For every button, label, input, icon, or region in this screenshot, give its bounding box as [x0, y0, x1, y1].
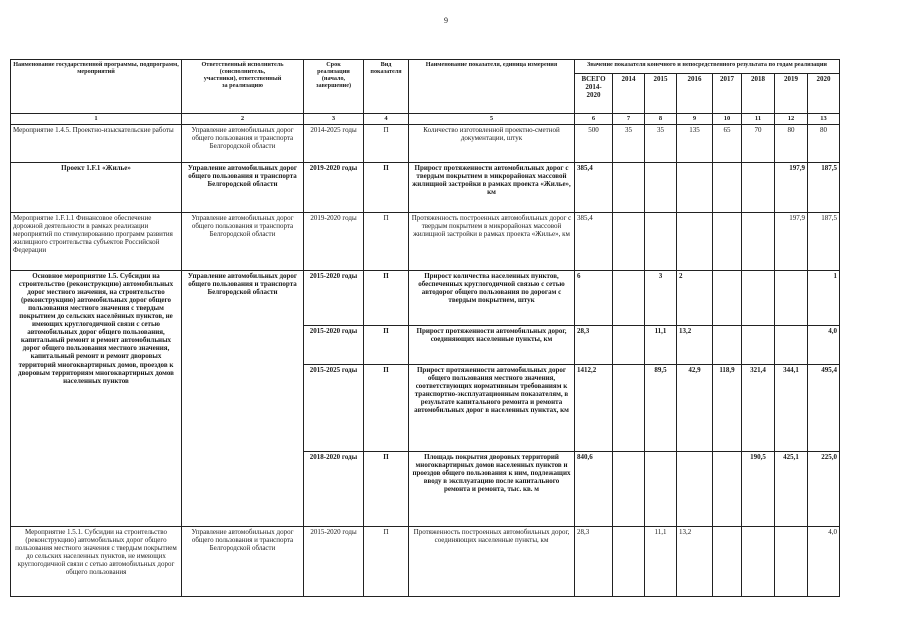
header-year: 2020	[808, 74, 840, 114]
row-total: 6	[575, 271, 613, 326]
row-value	[613, 452, 645, 527]
row-term: 2015-2020 годы	[304, 527, 364, 597]
header-year: 2016	[677, 74, 713, 114]
row-value: 2	[677, 271, 713, 326]
row-indicator: Прирост протяженности автомобильных дорог общего пользования местного значения, соответствующих нормативным требованиям к транспортно-эксплуатационным показателям, в результате капитального ремонта и ремонта автомобильных дорог в населенных пунктах, км	[409, 365, 575, 452]
row-value: 197,9	[775, 163, 808, 213]
row-value	[677, 163, 713, 213]
row-value: 225,0	[808, 452, 840, 527]
row-name: Основное мероприятие 1.5. Субсидии на строительство (реконструкцию) автомобильных дорог местного значения, на строительство (реконструкцию) автомобильных дорог общего пользования местного значения с твердым покрытием до сельских населённых пунктов, не имеющих круглогодичной связи с сетью автомобильных дорог общего пользования, капитальный ремонт и ремонт автомобильных дорог общего пользования местного значения, капитальный ремонт и ремонт дворовых территорий многоквартирных домов, проездов к дворовым территориям многоквартирных домов населенных пунктов	[11, 271, 182, 527]
row-total: 385,4	[575, 213, 613, 271]
column-index: 7	[613, 114, 645, 125]
row-indicator: Прирост протяженности автомобильных дорог с твердым покрытием в микрорайонах массовой жилищной застройки в рамках проекта «Жилье», км	[409, 163, 575, 213]
column-index: 2	[182, 114, 304, 125]
row-indicator: Площадь покрытия дворовых территорий многоквартирных домов населенных пунктов и проездов общего пользования к ним, подлежащих вводу в эксплуатацию после капитального ремонта и ремонта, тыс. кв. м	[409, 452, 575, 527]
header-year: 2019	[775, 74, 808, 114]
row-value	[713, 452, 742, 527]
header-values-group: Значение показателя конечного и непосредственного результата по годам реализации	[575, 60, 840, 74]
row-total: 500	[575, 125, 613, 163]
row-indicator: Протяженность построенных автомобильных дорог, соединяющих населенные пункты, км	[409, 527, 575, 597]
column-index: 8	[645, 114, 677, 125]
row-value: 65	[713, 125, 742, 163]
row-value	[713, 527, 742, 597]
row-executor: Управление автомобильных дорог общего пользования и транспорта Белгородской области	[182, 213, 304, 271]
row-value: 70	[742, 125, 775, 163]
row-value: 89,5	[645, 365, 677, 452]
row-value: 344,1	[775, 365, 808, 452]
row-value: 4,0	[808, 326, 840, 365]
column-index: 6	[575, 114, 613, 125]
row-value: 3	[645, 271, 677, 326]
row-value: 13,2	[677, 326, 713, 365]
column-index: 4	[364, 114, 409, 125]
row-term: 2019-2020 годы	[304, 163, 364, 213]
row-value: 11,1	[645, 527, 677, 597]
row-value	[613, 163, 645, 213]
row-value: 425,1	[775, 452, 808, 527]
column-index: 9	[677, 114, 713, 125]
header-year: 2017	[713, 74, 742, 114]
row-value: 11,1	[645, 326, 677, 365]
row-value	[613, 365, 645, 452]
row-value: 187,5	[808, 163, 840, 213]
header-indicator: Наименование показателя, единица измерения	[409, 60, 575, 114]
row-type: П	[364, 452, 409, 527]
row-name: Мероприятие 1.5.1. Субсидии на строительство (реконструкцию) автомобильных дорог общего пользования местного значения с твердым покрытием до сельских населенных пунктов, не имеющих круглогодичной связи с сетью автомобильных дорог общего пользования	[11, 527, 182, 597]
row-term: 2018-2020 годы	[304, 452, 364, 527]
row-term: 2014-2025 годы	[304, 125, 364, 163]
row-value	[645, 163, 677, 213]
column-index: 12	[775, 114, 808, 125]
row-value	[775, 527, 808, 597]
row-name: Мероприятие 1.F.1.1 Финансовое обеспечение дорожной деятельности в рамках реализации мероприятий по стимулированию программ развития жилищного строительства субъектов Российской Федерации	[11, 213, 182, 271]
row-type: П	[364, 326, 409, 365]
row-value	[645, 213, 677, 271]
row-type: П	[364, 163, 409, 213]
row-value	[742, 271, 775, 326]
row-value	[613, 527, 645, 597]
row-value: 118,9	[713, 365, 742, 452]
row-total: 1412,2	[575, 365, 613, 452]
row-value: 135	[677, 125, 713, 163]
row-value	[613, 213, 645, 271]
row-executor: Управление автомобильных дорог общего пользования и транспорта Белгородской области	[182, 163, 304, 213]
row-total: 28,3	[575, 527, 613, 597]
row-value	[645, 452, 677, 527]
row-value	[775, 271, 808, 326]
row-value	[677, 452, 713, 527]
row-total: 385,4	[575, 163, 613, 213]
row-value: 42,9	[677, 365, 713, 452]
column-index: 5	[409, 114, 575, 125]
row-value: 187,5	[808, 213, 840, 271]
row-value	[713, 326, 742, 365]
row-total: 28,3	[575, 326, 613, 365]
row-value: 80	[775, 125, 808, 163]
header-total: ВСЕГО 2014- 2020	[575, 74, 613, 114]
table-row	[11, 163, 840, 213]
row-value	[713, 271, 742, 326]
table-row	[11, 527, 840, 597]
row-value: 35	[613, 125, 645, 163]
table-row	[11, 125, 840, 163]
row-value: 495,4	[808, 365, 840, 452]
row-type: П	[364, 365, 409, 452]
row-value: 1	[808, 271, 840, 326]
row-executor: Управление автомобильных дорог общего пользования и транспорта Белгородской области	[182, 527, 304, 597]
row-value: 4,0	[808, 527, 840, 597]
row-value	[742, 213, 775, 271]
header-year: 2018	[742, 74, 775, 114]
row-name: Мероприятие 1.4.5. Проектно-изыскательские работы	[11, 125, 182, 163]
column-index: 1	[11, 114, 182, 125]
row-term: 2015-2025 годы	[304, 365, 364, 452]
header-year: 2014	[613, 74, 645, 114]
row-term: 2015-2020 годы	[304, 326, 364, 365]
row-value	[613, 326, 645, 365]
row-value	[713, 213, 742, 271]
row-value	[742, 326, 775, 365]
table-row	[11, 271, 840, 326]
header-name: Наименование государственной программы, подпрограмм, мероприятий	[11, 60, 182, 114]
row-value: 80	[808, 125, 840, 163]
row-name: Проект 1.F.1 «Жилье»	[11, 163, 182, 213]
row-executor: Управление автомобильных дорог общего пользования и транспорта Белгородской области	[182, 271, 304, 527]
header-term: Срок реализации (начало, завершение)	[304, 60, 364, 114]
row-value: 197,9	[775, 213, 808, 271]
row-type: П	[364, 527, 409, 597]
column-index: 13	[808, 114, 840, 125]
column-index: 10	[713, 114, 742, 125]
row-value	[742, 527, 775, 597]
row-type: П	[364, 271, 409, 326]
row-executor: Управление автомобильных дорог общего пользования и транспорта Белгородской области	[182, 125, 304, 163]
page-number: 9	[444, 16, 448, 25]
row-value	[713, 163, 742, 213]
row-indicator: Количество изготовленной проектно-сметной документации, штук	[409, 125, 575, 163]
row-indicator: Прирост протяженности автомобильных дорог, соединяющих населенные пункты, км	[409, 326, 575, 365]
row-indicator: Прирост количества населенных пунктов, обеспеченных круглогодичной связью с сетью автодорог общего пользования по дорогам с твердым покрытием, штук	[409, 271, 575, 326]
header-type: Вид показателя	[364, 60, 409, 114]
header-executor: Ответственный исполнитель (соисполнитель, участники), ответственный за реализацию	[182, 60, 304, 114]
row-term: 2015-2020 годы	[304, 271, 364, 326]
row-total: 840,6	[575, 452, 613, 527]
row-value: 13,2	[677, 527, 713, 597]
row-type: П	[364, 213, 409, 271]
indicators-table	[10, 59, 840, 597]
row-value: 35	[645, 125, 677, 163]
row-value	[775, 326, 808, 365]
row-value	[613, 271, 645, 326]
row-type: П	[364, 125, 409, 163]
header-year: 2015	[645, 74, 677, 114]
row-term: 2019-2020 годы	[304, 213, 364, 271]
row-value	[677, 213, 713, 271]
row-value: 321,4	[742, 365, 775, 452]
row-value	[742, 163, 775, 213]
column-index: 11	[742, 114, 775, 125]
row-indicator: Протяженность построенных автомобильных дорог с твердым покрытием в микрорайонах массовой жилищной застройки в рамках проекта «Жилье», км	[409, 213, 575, 271]
row-value: 190,5	[742, 452, 775, 527]
table-row	[11, 213, 840, 271]
column-index: 3	[304, 114, 364, 125]
